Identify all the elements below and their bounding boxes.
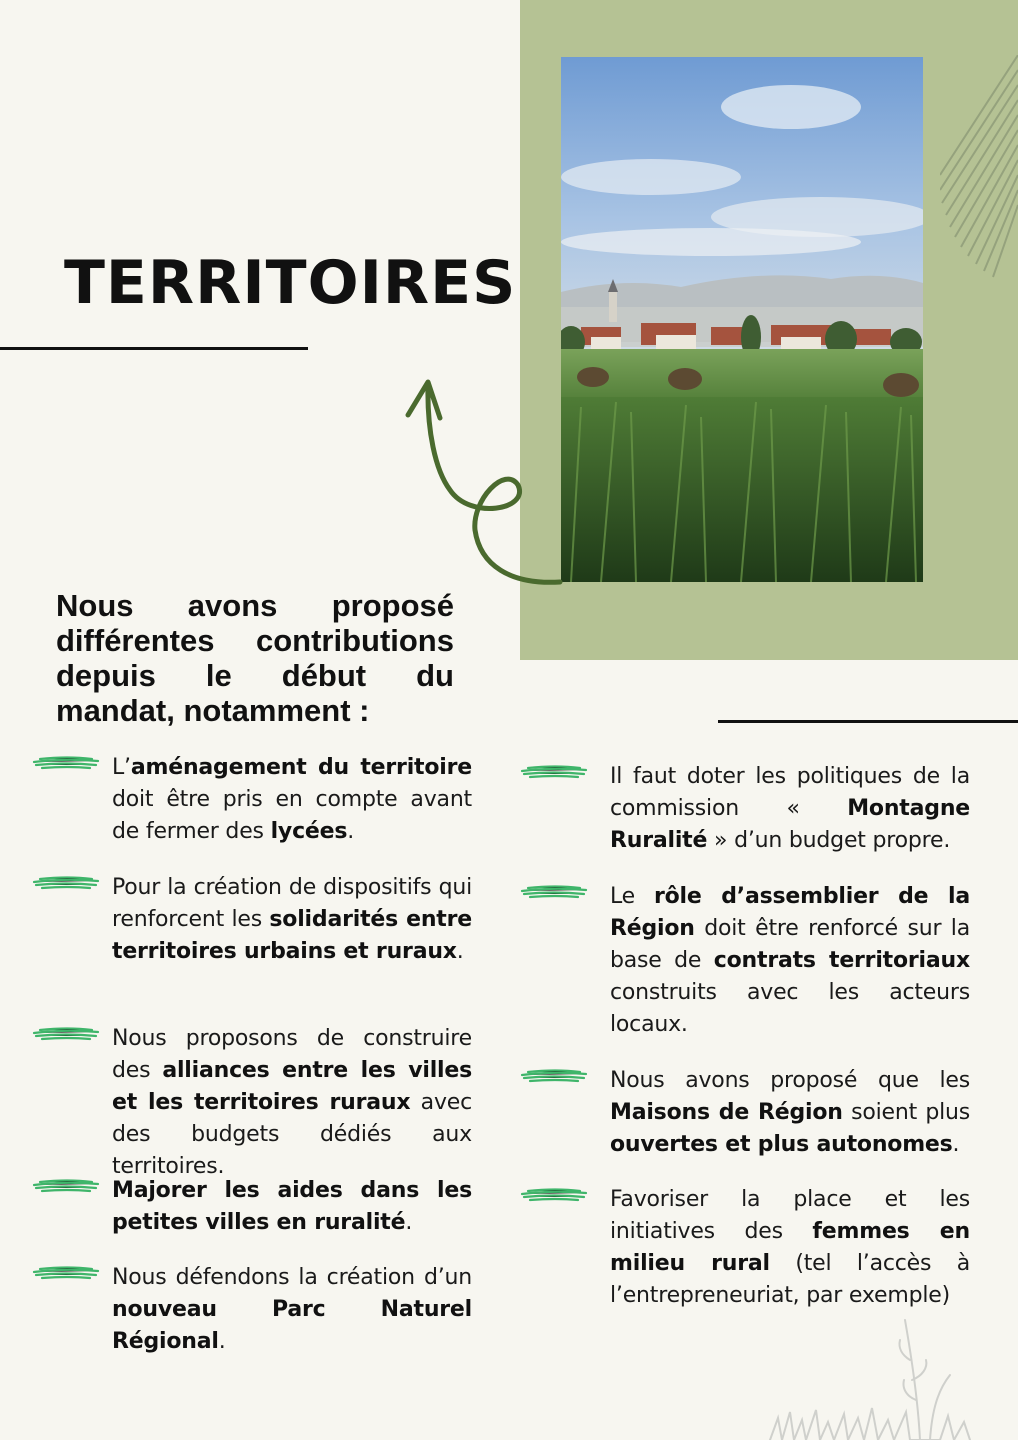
title-underline [0, 347, 308, 350]
text-segment: doit être renforcé sur la base de [610, 916, 970, 973]
text-segment: L’ [112, 755, 131, 780]
text-segment: Nous avons proposé que les [610, 1068, 970, 1093]
text-segment: (tel l’accès à l’entrepreneuriat, par exemple) [610, 1251, 971, 1308]
text-segment: . [347, 819, 355, 844]
list-item [32, 1023, 472, 1183]
bold-text-segment: aménagement du territoire [130, 755, 472, 780]
left-item-2-text [112, 1023, 472, 1183]
text-segment: Il faut doter les politiques de la commission « [610, 764, 970, 821]
right-item-1-text [610, 881, 970, 1041]
text-segment: construits avec les acteurs locaux. [610, 980, 970, 1037]
grass-decoration-icon [760, 1300, 980, 1440]
list-item [32, 872, 472, 968]
text-segment: Favoriser la place et les initiatives des [610, 1187, 970, 1244]
list-item [520, 881, 970, 1041]
text-segment: » d’un budget propre. [707, 828, 951, 853]
section-divider [718, 720, 1018, 723]
left-item-3-text [112, 1175, 472, 1239]
bold-text-segment: rôle d’assemblier de la Région [610, 884, 970, 941]
bold-text-segment: contrats territoriaux [713, 948, 970, 973]
right-item-2-text [610, 1065, 970, 1161]
bold-text-segment: ouvertes et plus autonomes [610, 1132, 953, 1157]
bold-text-segment: Maisons de Région [610, 1100, 843, 1125]
right-item-3-text [610, 1184, 970, 1312]
diagonal-stripes-decoration [940, 55, 1018, 285]
green-brush-bullet-icon [520, 1065, 588, 1085]
list-item [520, 1184, 970, 1312]
bold-text-segment: solidarités entre territoires urbains et ruraux [112, 907, 472, 964]
bold-text-segment: femmes en milieu rural [610, 1219, 970, 1276]
text-segment: Le [610, 884, 654, 909]
list-item [520, 761, 970, 857]
text-segment: . [405, 1210, 413, 1235]
green-brush-bullet-icon [520, 761, 588, 781]
green-brush-bullet-icon [32, 1262, 100, 1282]
list-item [520, 1065, 970, 1161]
village-landscape-photo [561, 57, 923, 582]
left-item-0-text [112, 752, 472, 848]
bold-text-segment: Majorer les aides dans les petites villes en ruralité [112, 1178, 472, 1235]
text-segment: Pour la création de dispositifs qui renforcent les [112, 875, 472, 932]
bold-text-segment: alliances entre les villes et les territoires ruraux [112, 1058, 472, 1115]
page-title: TERRITOIRES [64, 248, 517, 318]
left-item-4-text [112, 1262, 472, 1358]
bold-text-segment: Montagne Ruralité [610, 796, 970, 853]
left-item-1-text [112, 872, 472, 968]
text-segment: Nous proposons de construire des [112, 1026, 472, 1083]
bold-text-segment: nouveau Parc Naturel Régional [112, 1297, 472, 1354]
text-segment: . [456, 939, 464, 964]
curved-arrow-icon [380, 370, 580, 590]
text-segment: doit être pris en compte avant de fermer des [112, 787, 472, 844]
right-item-0-text [610, 761, 970, 857]
list-item [32, 1262, 472, 1358]
list-item [32, 1175, 472, 1239]
intro-text: Nous avons proposé différentes contributions depuis le début du mandat, notamment : [56, 588, 454, 728]
text-segment: soient plus [842, 1100, 970, 1125]
green-brush-bullet-icon [32, 872, 100, 892]
text-segment: . [952, 1132, 960, 1157]
green-brush-bullet-icon [32, 1023, 100, 1043]
text-segment: . [218, 1329, 226, 1354]
green-brush-bullet-icon [520, 881, 588, 901]
bold-text-segment: lycées [270, 819, 348, 844]
green-brush-bullet-icon [520, 1184, 588, 1204]
green-brush-bullet-icon [32, 1175, 100, 1195]
text-segment: avec des budgets dédiés aux territoires. [112, 1090, 472, 1179]
text-segment: Nous défendons la création d’un [112, 1265, 472, 1290]
green-brush-bullet-icon [32, 752, 100, 772]
list-item [32, 752, 472, 848]
